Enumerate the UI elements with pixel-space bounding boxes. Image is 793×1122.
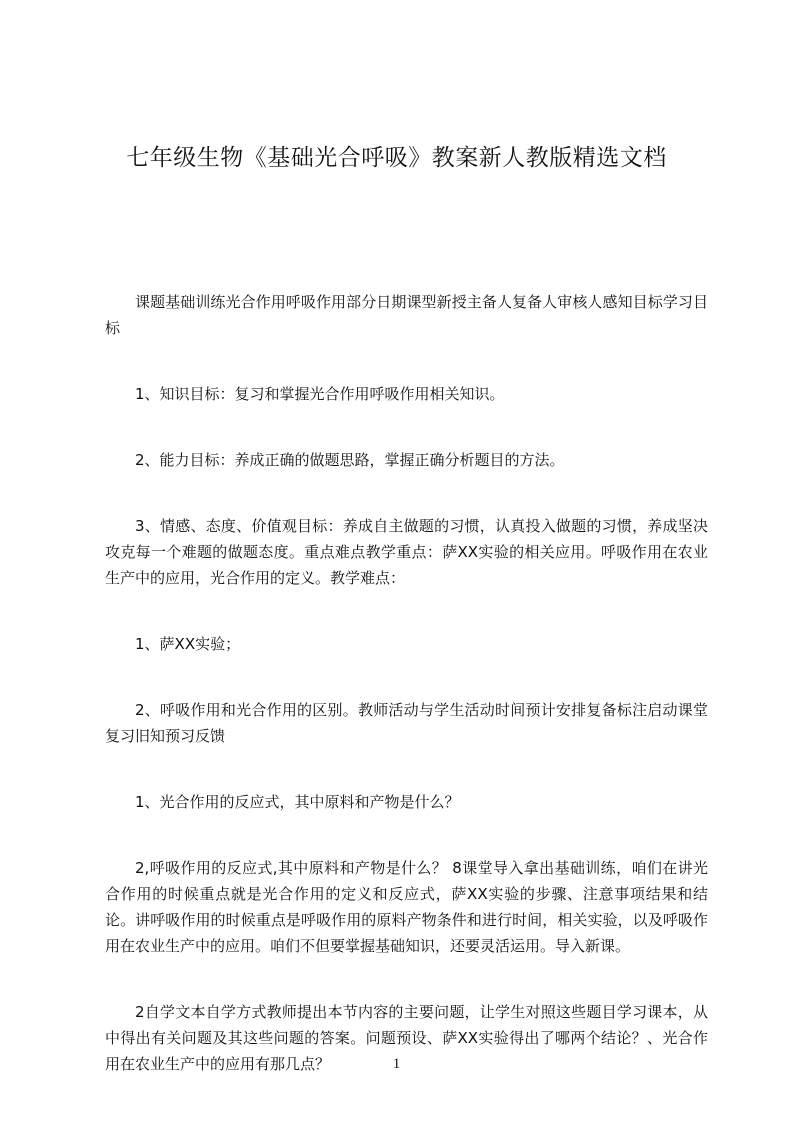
paragraph-question-1: 1、光合作用的反应式，其中原料和产物是什么？ <box>135 793 460 811</box>
paragraph-question-2: 2,呼吸作用的反应式,其中原料和产物是什么？ 8课堂导入拿出基础训练，咱们在讲光合作用的时候重点就是光合作用的定义和反应式，萨XX实验的步骤、注意事项结果和结论。讲呼吸作用的时候重点是呼吸作用的原料产物条件和进行时间，相关实验，以及呼吸作用在农业生产中的应用。咱们不但要掌握基础知识，还要灵活运用。导入新课。 <box>105 859 708 955</box>
paragraph-knowledge-goal: 1、知识目标：复习和掌握光合作用呼吸作用相关知识。 <box>135 385 505 403</box>
page-number: 1 <box>392 1056 401 1072</box>
paragraph-ability-goal: 2、能力目标：养成正确的做题思路，掌握正确分析题目的方法。 <box>135 451 565 469</box>
paragraph-self-study: 2自学文本自学方式教师提出本节内容的主要问题，让学生对照这些题目学习课本，从中得出有关问题及其这些问题的答案。问题预设、萨XX实验得出了哪两个结论？、光合作用在农业生产中的应用有那几点？ <box>105 1003 708 1073</box>
paragraph-difficulty-1: 1、萨XX实验； <box>135 635 241 653</box>
paragraph-course-info: 课题基础训练光合作用呼吸作用部分日期课型新授主备人复备人审核人感知目标学习目标 <box>105 293 708 337</box>
paragraph-difficulty-2: 2、呼吸作用和光合作用的区别。教师活动与学生活动时间预计安排复备标注启动课堂复习旧知预习反馈 <box>105 701 708 745</box>
paragraph-emotion-goal: 3、情感、态度、价值观目标：养成自主做题的习惯，认真投入做题的习惯，养成坚决攻克每一个难题的做题态度。重点难点教学重点：萨XX实验的相关应用。呼吸作用在农业生产中的应用，光合作用的定义。教学难点： <box>105 517 708 587</box>
document-title: 七年级生物《基础光合呼吸》教案新人教版精选文档 <box>126 145 667 171</box>
document-body <box>105 289 708 1117</box>
